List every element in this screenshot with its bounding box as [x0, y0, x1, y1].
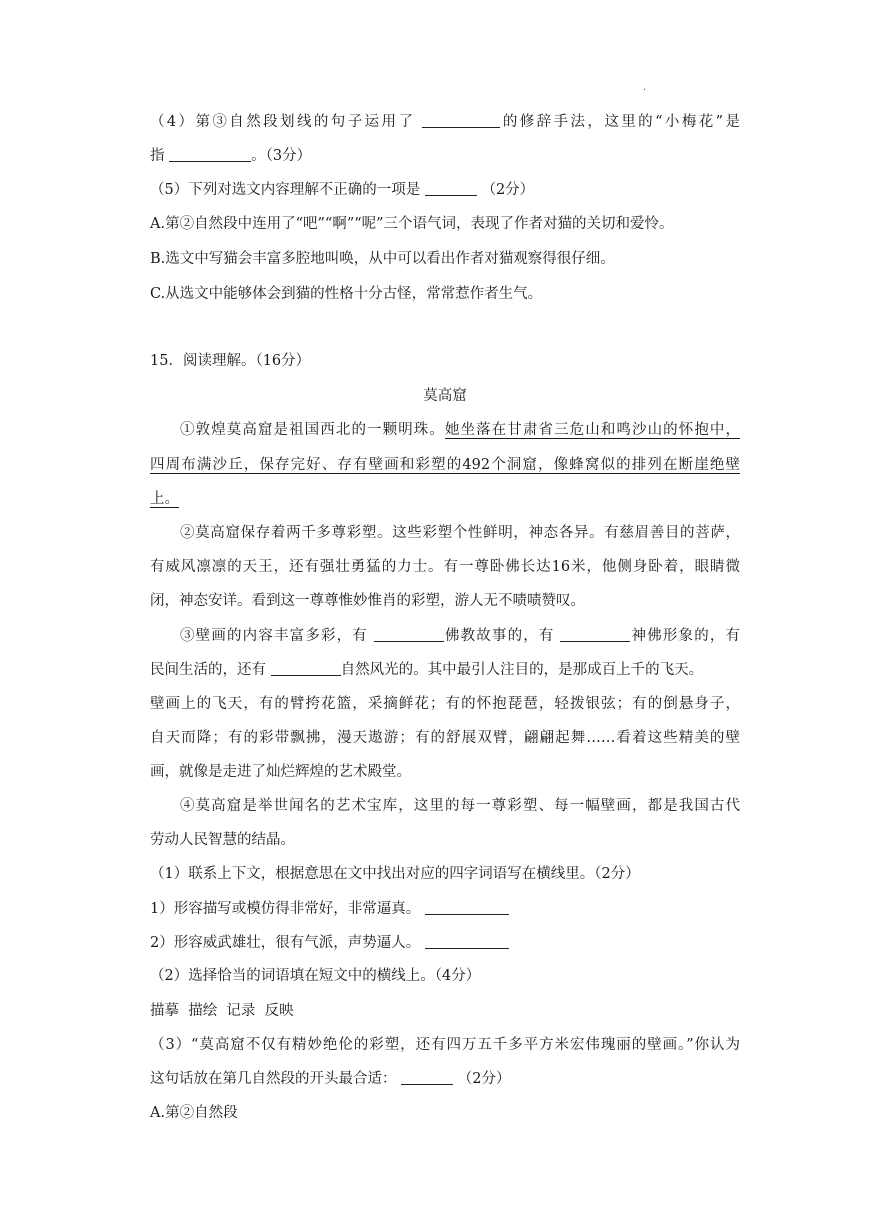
para3-line1 [180, 626, 740, 646]
text: 民间生活的，还有 [150, 662, 266, 678]
text: 。（3分） [251, 148, 312, 164]
answer-blank[interactable] [169, 147, 251, 162]
q14-item4-line1 [150, 112, 740, 132]
para1-line2: 四周布满沙丘，保存完好、存有壁画和彩塑的492个洞窟，像蜂窝似的排列在断崖绝壁 [150, 457, 740, 473]
subquestion-1-item1 [150, 899, 740, 919]
word-bank: 描摹 描绘 记录 反映 [150, 1003, 294, 1019]
text: （5）下列对选文内容理解不正确的一项是 [150, 182, 421, 198]
para3-line3: 壁画上的飞天，有的臂挎花篮，采摘鲜花；有的怀抱琵琶，轻拨银弦；有的倒悬身子， [150, 696, 740, 712]
q14-option-a: A.第②自然段中连用了“吧”“啊”“呢”三个语气词，表现了作者对猫的关切和爱怜。 [150, 216, 674, 232]
underlined-sentence: 上。 [150, 491, 179, 507]
text: 神佛形象的，有 [630, 628, 741, 644]
answer-blank[interactable] [425, 181, 477, 196]
text: 1）形容描写或模仿得非常好，非常逼真。 [150, 901, 421, 917]
text: 这句话放在第几自然段的开头最合适： [150, 1071, 397, 1087]
answer-blank[interactable] [425, 900, 509, 915]
answer-blank[interactable] [425, 934, 509, 949]
subquestion-1-item2 [150, 933, 740, 953]
subquestion-3-option-a: A.第②自然段 [150, 1105, 238, 1121]
para4-line2: 劳动人民智慧的结晶。 [150, 832, 295, 848]
subquestion-2: （2）选择恰当的词语填在短文中的横线上。（4分） [150, 968, 481, 984]
q14-item5 [150, 180, 740, 200]
text: 的修辞手法，这里的“小梅花”是 [500, 114, 740, 130]
text: 2）形容威武雄壮，很有气派，声势逼人。 [150, 935, 421, 951]
para3-line5: 画，就像是走进了灿烂辉煌的艺术殿堂。 [150, 764, 411, 780]
q14-option-b: B.选文中写猫会丰富多腔地叫唤，从中可以看出作者对猫观察得很仔细。 [150, 251, 615, 267]
passage-title: 莫高窟 [423, 388, 467, 404]
text: （2分） [457, 1071, 511, 1087]
para2-line1: ②莫高窟保存着两千多尊彩塑。这些彩塑个性鲜明，神态各异。有慈眉善目的菩萨， [180, 525, 740, 541]
answer-blank[interactable] [271, 661, 341, 676]
answer-blank[interactable] [401, 1070, 453, 1085]
para1-line3 [150, 489, 740, 509]
answer-blank[interactable] [422, 113, 500, 128]
q14-option-c: C.从选文中能够体会到猫的性格十分古怪，常常惹作者生气。 [150, 286, 543, 302]
para1-line1 [180, 420, 740, 440]
para2-line3: 闭，神态安详。看到这一尊尊惟妙惟肖的彩塑，游人无不啧啧赞叹。 [150, 593, 585, 609]
para3-line2 [150, 660, 740, 680]
answer-blank[interactable] [374, 627, 444, 642]
underlined-sentence: 她坐落在甘肃省三危山和鸣沙山的怀抱中， [444, 422, 741, 438]
text: （2分） [481, 182, 535, 198]
text: 自然风光的。其中最引人注目的，是那成百上千的飞天。 [340, 662, 704, 678]
text: （4）第③自然段划线的句子运用了 [150, 114, 416, 130]
para2-line2: 有威风凛凛的天王，还有强壮勇猛的力士。有一尊卧佛长达16米，他侧身卧着，眼睛微 [150, 559, 740, 575]
para3-line4: 自天而降；有的彩带飘拂，漫天遨游；有的舒展双臂，翩翩起舞……看着这些精美的壁 [150, 730, 740, 746]
q15-heading: 15．阅读理解。（16分） [150, 353, 311, 369]
subquestion-1: （1）联系上下文，根据意思在文中找出对应的四字词语写在横线里。（2分） [150, 866, 640, 882]
answer-blank[interactable] [560, 627, 630, 642]
para4-line1: ④莫高窟是举世闻名的艺术宝库，这里的每一尊彩塑、每一幅壁画，都是我国古代 [180, 798, 740, 814]
q14-item4-line2 [150, 146, 740, 166]
subquestion-3-line2 [150, 1069, 740, 1089]
text: ③壁画的内容丰富多彩，有 [180, 628, 368, 644]
subquestion-3-line1: （3）“莫高窟不仅有精妙绝伦的彩塑，还有四万五千多平方米宏伟瑰丽的壁画。”你认为 [150, 1037, 740, 1053]
page-mark: . [643, 82, 647, 93]
text: 指 [150, 148, 165, 164]
text: ①敦煌莫高窟是祖国西北的一颗明珠。 [180, 422, 445, 438]
text: 佛教故事的，有 [443, 628, 555, 644]
